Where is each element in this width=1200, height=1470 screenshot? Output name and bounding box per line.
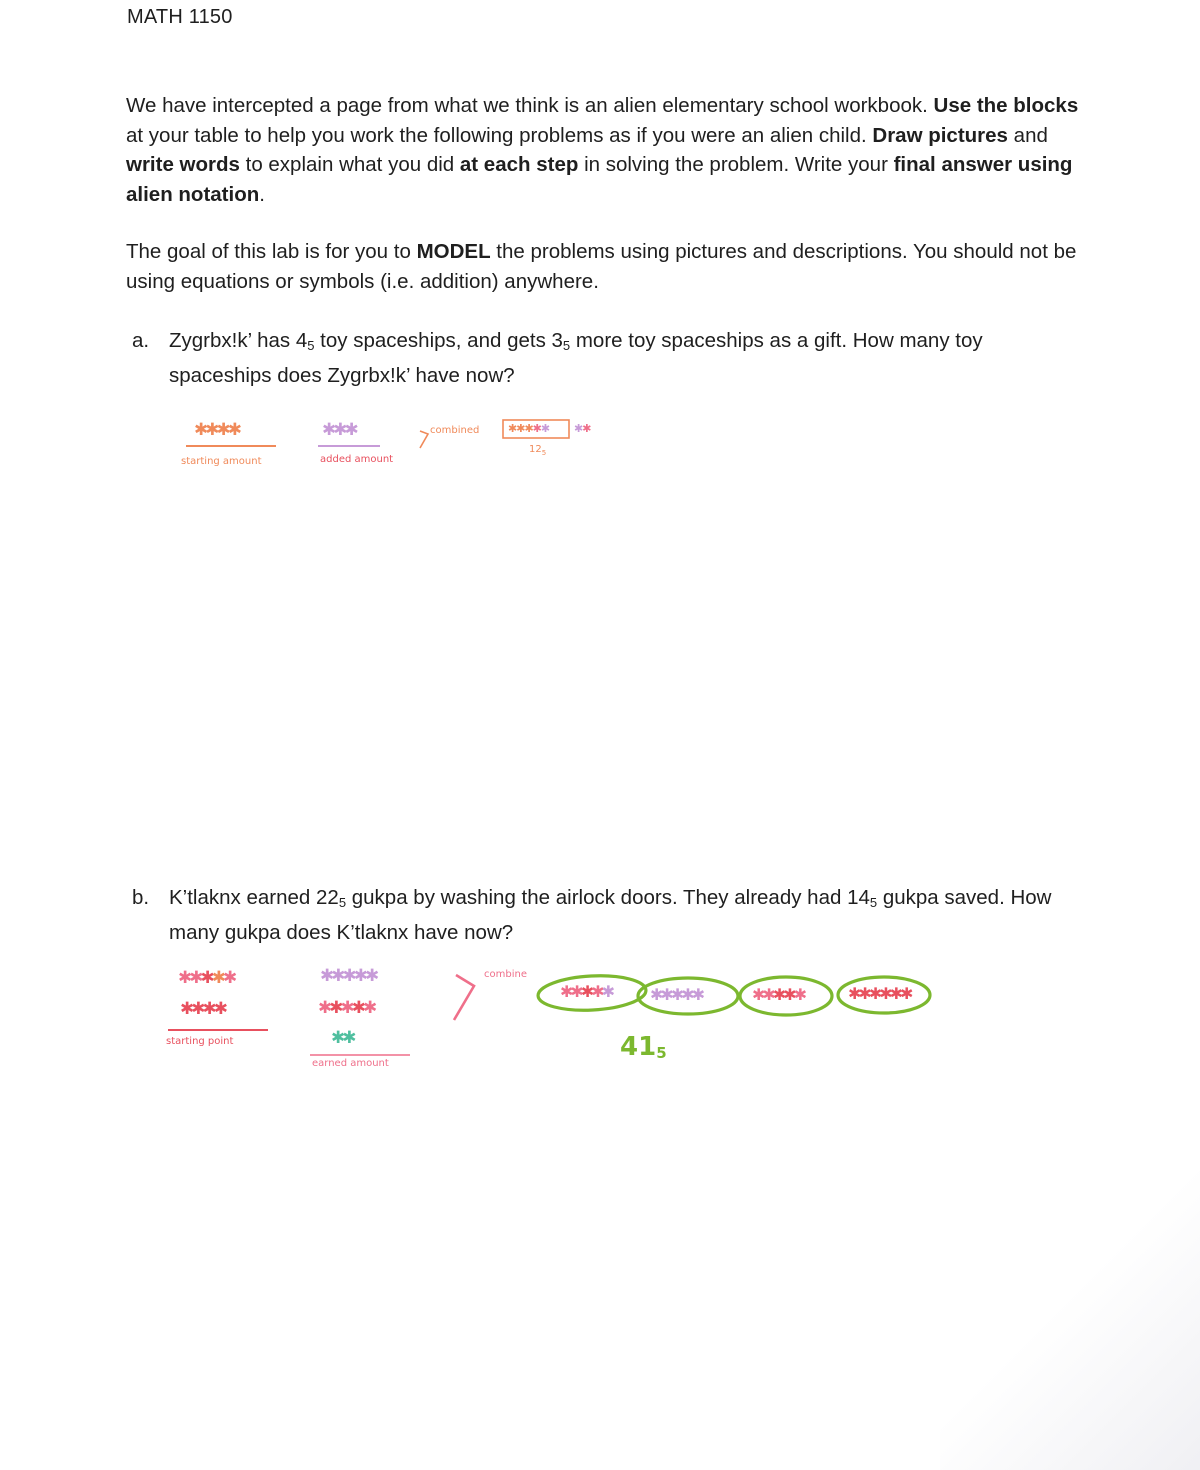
block-icon: ✱ bbox=[213, 999, 225, 1019]
block-icon: ✱ bbox=[223, 968, 235, 988]
text-run: The goal of this lab is for you to bbox=[126, 240, 417, 263]
base-subscript: 5 bbox=[307, 338, 315, 353]
block-icon: ✱ bbox=[351, 998, 363, 1018]
starting-amount-label: starting amount bbox=[181, 456, 262, 467]
block-icon: ✱ bbox=[516, 422, 525, 435]
block-icon: ✱ bbox=[793, 985, 805, 1004]
group-4-blocks bbox=[848, 986, 910, 1002]
block-icon: ✱ bbox=[363, 998, 375, 1018]
text-run: gukpa saved. How many gukpa does K’tlaknx have now? bbox=[169, 886, 1052, 944]
block-icon: ✱ bbox=[762, 985, 773, 1004]
text-run: and bbox=[1007, 123, 1048, 147]
text-run: Zygrbx!k’ has 4 bbox=[169, 329, 308, 352]
earned-amount-label: earned amount bbox=[312, 1058, 389, 1069]
block-icon: ✱ bbox=[180, 999, 192, 1019]
problem-b-label: b. bbox=[132, 886, 150, 909]
block-icon: ✱ bbox=[331, 966, 343, 986]
block-icon: ✱ bbox=[532, 422, 541, 435]
base-subscript: 5 bbox=[562, 338, 571, 353]
block-icon: ✱ bbox=[191, 999, 203, 1019]
combine-label: combine bbox=[484, 969, 527, 980]
text-run: K’tlaknx earned 22 bbox=[169, 886, 339, 909]
block-icon: ✱ bbox=[353, 966, 365, 986]
block-icon: ✱ bbox=[783, 985, 794, 1004]
block-icon: ✱ bbox=[560, 982, 571, 1001]
block-icon: ✱ bbox=[524, 422, 533, 435]
block-icon: ✱ bbox=[508, 422, 517, 435]
group-3-blocks bbox=[752, 987, 804, 1003]
block-icon: ✱ bbox=[216, 420, 228, 440]
block-icon: ✱ bbox=[879, 984, 890, 1003]
bold-text: final answer using alien notation bbox=[126, 153, 1073, 206]
block-icon: ✱ bbox=[202, 999, 214, 1019]
block-icon: ✱ bbox=[205, 420, 217, 440]
block-icon: ✱ bbox=[365, 966, 377, 986]
block-icon: ✱ bbox=[331, 1028, 343, 1048]
text-run: at your table to help you work the following problems as if you were an alien child. bbox=[126, 123, 873, 147]
text-run: more toy spaceships as a gift. How many toy spaceships does Zygrbx!k’ have now? bbox=[169, 329, 983, 387]
block-icon: ✱ bbox=[194, 420, 206, 440]
bold-text: write words bbox=[126, 153, 240, 176]
block-icon: ✱ bbox=[582, 422, 591, 435]
block-icon: ✱ bbox=[342, 966, 354, 986]
block-icon: ✱ bbox=[848, 984, 859, 1003]
block-icon: ✱ bbox=[601, 982, 613, 1001]
block-icon: ✱ bbox=[752, 985, 763, 1004]
bold-text: MODEL bbox=[416, 240, 491, 263]
block-icon: ✱ bbox=[900, 984, 911, 1003]
block-icon: ✱ bbox=[342, 1028, 354, 1048]
block-icon: ✱ bbox=[227, 420, 239, 440]
block-icon: ✱ bbox=[889, 984, 901, 1003]
block-icon: ✱ bbox=[681, 985, 692, 1004]
bold-text: Draw pictures bbox=[872, 123, 1008, 147]
block-icon: ✱ bbox=[320, 966, 332, 986]
block-icon: ✱ bbox=[540, 422, 550, 435]
text-run: gukpa by washing the airlock doors. They already had 14 bbox=[346, 886, 870, 909]
block-icon: ✱ bbox=[660, 985, 671, 1004]
block-icon: ✱ bbox=[189, 968, 201, 988]
block-icon: ✱ bbox=[650, 985, 661, 1004]
bold-text: at each step bbox=[459, 153, 579, 176]
group-2-blocks bbox=[650, 987, 702, 1003]
block-icon: ✱ bbox=[570, 982, 581, 1001]
text-run: the problems using pictures and descriptions. You should not be using equations or symbols (i.e. addition) anywhere. bbox=[126, 240, 1077, 293]
text-run: toy spaceships, and gets 3 bbox=[314, 329, 563, 352]
course-title: MATH 1150 bbox=[127, 6, 233, 28]
text-run: . bbox=[259, 182, 265, 206]
block-icon: ✱ bbox=[580, 982, 592, 1001]
block-icon: ✱ bbox=[344, 420, 356, 440]
block-icon: ✱ bbox=[322, 420, 334, 440]
block-icon: ✱ bbox=[858, 984, 869, 1003]
combined-result: $12_5$ bbox=[529, 444, 547, 457]
block-icon: ✱ bbox=[591, 982, 602, 1001]
combined-label: combined bbox=[430, 425, 480, 436]
block-icon: ✱ bbox=[772, 985, 784, 1004]
added-amount-label: added amount bbox=[320, 454, 394, 465]
text-run: We have intercepted a page from what we think is an alien elementary school workbook. bbox=[126, 94, 934, 117]
block-icon: ✱ bbox=[670, 985, 682, 1004]
block-icon: ✱ bbox=[200, 968, 212, 988]
text-run: in solving the problem. Write your bbox=[578, 153, 894, 176]
base-subscript: 5 bbox=[338, 895, 347, 910]
group-1-blocks bbox=[560, 984, 612, 1000]
block-icon: ✱ bbox=[340, 998, 352, 1018]
text-run: to explain what you did bbox=[239, 153, 460, 176]
base-subscript: 5 bbox=[869, 895, 878, 910]
block-icon: ✱ bbox=[333, 420, 345, 440]
bold-text: Use the blocks bbox=[933, 94, 1079, 117]
block-icon: ✱ bbox=[574, 422, 583, 435]
block-icon: ✱ bbox=[329, 998, 341, 1018]
starting-point-label: starting point bbox=[166, 1036, 234, 1047]
block-icon: ✱ bbox=[868, 984, 880, 1003]
problem-a-label: a. bbox=[132, 329, 150, 352]
block-icon: ✱ bbox=[318, 998, 330, 1018]
block-icon: ✱ bbox=[691, 985, 703, 1004]
final-answer: $41_5$ bbox=[620, 1032, 667, 1062]
block-icon: ✱ bbox=[211, 968, 223, 988]
block-icon: ✱ bbox=[178, 968, 190, 988]
